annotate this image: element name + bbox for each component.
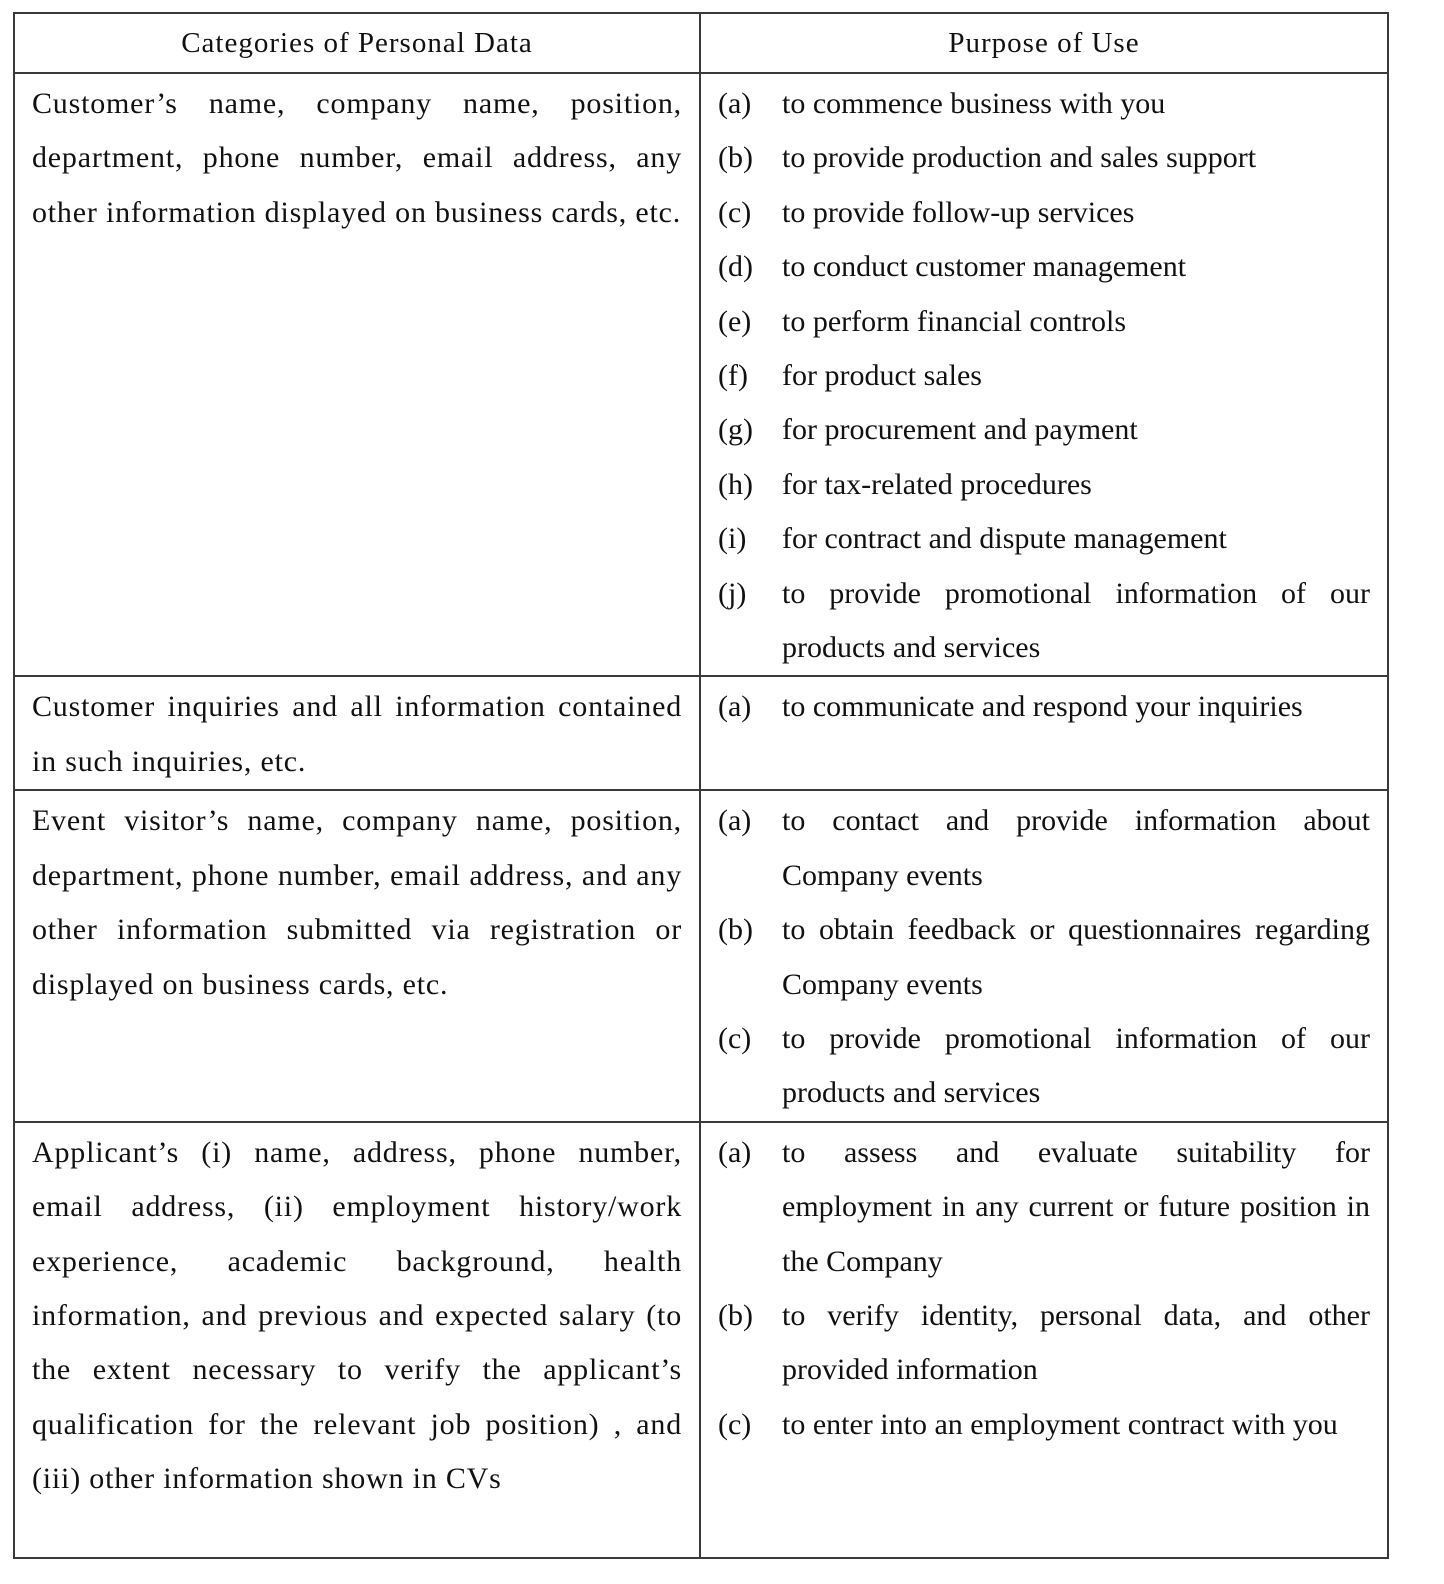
purpose-item	[718, 240, 1370, 294]
table-row	[14, 790, 1388, 1121]
table-row	[14, 676, 1388, 790]
purpose-text: to verify identity, personal data, and other provided information	[782, 1298, 1370, 1387]
table-row	[14, 73, 1388, 676]
purpose-text: to provide promotional information of our products and services	[782, 576, 1370, 665]
purpose-text: to communicate and respond your inquiries	[782, 690, 1303, 724]
purpose-label: (f)	[718, 359, 748, 393]
purpose-cell	[700, 73, 1388, 676]
category-cell: Customer’s name, company name, position, department, phone number, email address, any other information displayed on business cards, etc.	[14, 73, 700, 676]
purpose-label: (a)	[718, 804, 752, 838]
purpose-label: (c)	[718, 1407, 752, 1441]
purpose-label: (e)	[718, 304, 752, 338]
purpose-text: to obtain feedback or questionnaires regarding Company events	[782, 913, 1370, 1001]
purpose-text: for tax-related procedures	[782, 467, 1092, 501]
purpose-item	[718, 1289, 1370, 1398]
purpose-label: (c)	[718, 195, 752, 229]
purpose-item	[718, 403, 1370, 457]
purpose-label: (a)	[718, 690, 752, 724]
purpose-text: to provide follow-up services	[782, 195, 1135, 229]
purpose-label: (c)	[718, 1021, 752, 1055]
purpose-cell	[700, 1122, 1388, 1558]
purpose-text: to contact and provide information about Company events	[782, 804, 1370, 892]
purpose-cell	[700, 790, 1388, 1121]
purpose-label: (h)	[718, 467, 753, 501]
header-purpose: Purpose of Use	[700, 13, 1388, 73]
purpose-item	[718, 131, 1370, 185]
purpose-label: (a)	[718, 87, 752, 120]
purpose-item	[718, 1012, 1370, 1121]
purpose-label: (g)	[718, 413, 753, 447]
table-row	[14, 1122, 1388, 1558]
personal-data-table	[13, 12, 1389, 1559]
purpose-text: to conduct customer management	[782, 250, 1187, 284]
purpose-item	[718, 186, 1370, 240]
category-cell: Applicant’s (i) name, address, phone number, email address, (ii) employment history/work experience, academic background, health information, and previous and expected salary (to the extent necessary to verify the applicant’s qualification for the relevant job position) , and (iii) other information shown in CVs	[14, 1122, 700, 1558]
purpose-item	[718, 794, 1370, 903]
purpose-label: (b)	[718, 141, 753, 175]
purpose-text: for contract and dispute management	[782, 522, 1227, 556]
purpose-item	[718, 458, 1370, 512]
purpose-item	[718, 680, 1370, 734]
purpose-label: (a)	[718, 1135, 752, 1169]
header-row	[14, 13, 1388, 73]
purpose-text: to provide production and sales support	[782, 141, 1257, 175]
purpose-item	[718, 567, 1370, 676]
category-cell: Event visitor’s name, company name, position, department, phone number, email address, and any other information submitted via registration or displayed on business cards, etc.	[14, 790, 700, 1121]
purpose-item	[718, 295, 1370, 349]
purpose-text: for product sales	[782, 359, 982, 393]
purpose-label: (b)	[718, 913, 753, 947]
purpose-label: (i)	[718, 522, 747, 556]
purpose-label: (d)	[718, 250, 753, 284]
purpose-text: to enter into an employment contract with you	[782, 1407, 1338, 1441]
purpose-cell	[700, 676, 1388, 790]
purpose-text: to provide promotional information of our products and services	[782, 1021, 1370, 1110]
purpose-text: to assess and evaluate suitability for employment in any current or future position in the Company	[782, 1135, 1370, 1278]
purpose-item	[718, 1126, 1370, 1289]
purpose-item	[718, 1398, 1370, 1452]
purpose-text: to commence business with you	[782, 87, 1166, 120]
purpose-text: for procurement and payment	[782, 413, 1138, 447]
purpose-text: to perform financial controls	[782, 304, 1127, 338]
purpose-item	[718, 349, 1370, 403]
header-categories: Categories of Personal Data	[14, 13, 700, 73]
purpose-label: (b)	[718, 1298, 753, 1332]
category-cell: Customer inquiries and all information contained in such inquiries, etc.	[14, 676, 700, 790]
purpose-label: (j)	[718, 576, 747, 610]
purpose-item	[718, 903, 1370, 1012]
purpose-item	[718, 512, 1370, 566]
purpose-item	[718, 77, 1370, 131]
